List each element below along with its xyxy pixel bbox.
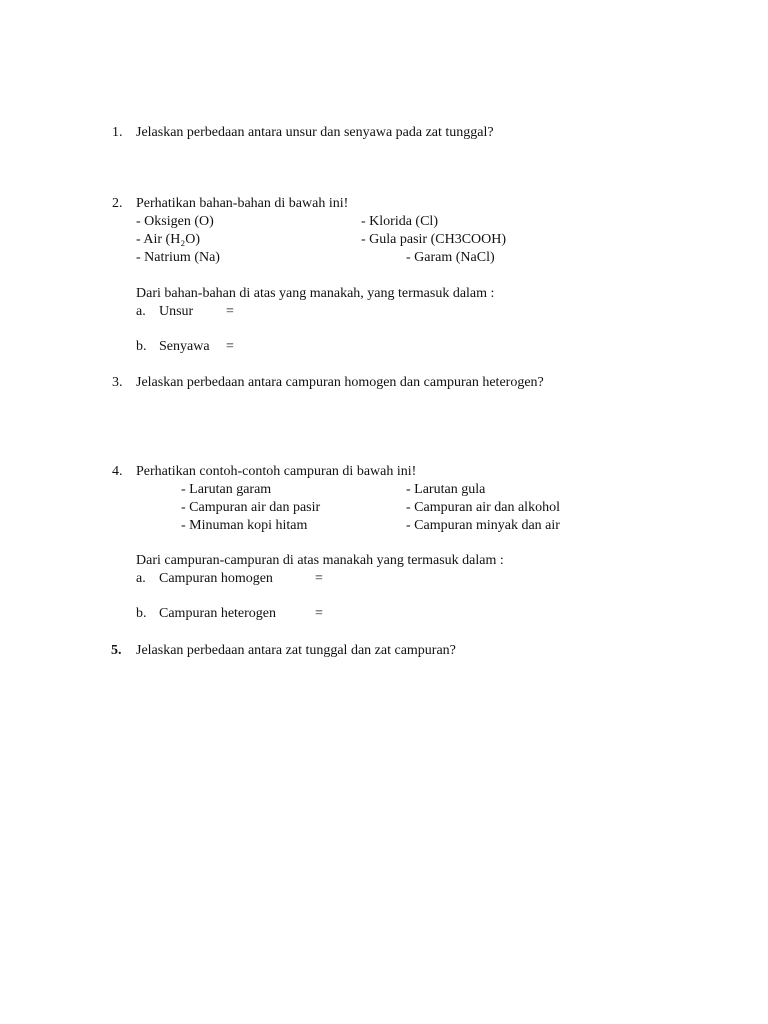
q4-prompt: Dari campuran-campuran di atas manakah yang termasuk dalam : <box>136 553 504 568</box>
q3-text: Jelaskan perbedaan antara campuran homogen dan campuran heterogen? <box>136 375 544 390</box>
q2-prompt: Dari bahan-bahan di atas yang manakah, yang termasuk dalam : <box>136 286 495 301</box>
q4-example-larutan-garam: - Larutan garam <box>181 482 272 497</box>
q4-a-equals: = <box>315 571 323 586</box>
q2-a-label: Unsur <box>159 304 194 319</box>
q4-b-label: Campuran heterogen <box>159 606 277 621</box>
q2-material-garam: - Garam (NaCl) <box>406 250 495 265</box>
q2-a-equals: = <box>226 304 234 319</box>
q4-example-air-alkohol: - Campuran air dan alkohol <box>406 500 560 515</box>
q5-text: Jelaskan perbedaan antara zat tunggal dan zat campuran? <box>136 643 456 658</box>
q3-number: 3. <box>112 375 123 390</box>
q2-intro: Perhatikan bahan-bahan di bawah ini! <box>136 196 349 211</box>
q2-number: 2. <box>112 196 123 211</box>
q4-b-letter: b. <box>136 606 147 621</box>
q2-material-klorida: - Klorida (Cl) <box>361 214 438 229</box>
q2-b-label: Senyawa <box>159 339 210 354</box>
q4-example-minyak-air: - Campuran minyak dan air <box>406 518 560 533</box>
q2-material-oksigen: - Oksigen (O) <box>136 214 214 229</box>
q4-example-larutan-gula: - Larutan gula <box>406 482 486 497</box>
q2-b-equals: = <box>226 339 234 354</box>
q2-material-natrium: - Natrium (Na) <box>136 250 220 265</box>
q2-material-gula-pasir: - Gula pasir (CH3COOH) <box>361 232 507 247</box>
q4-intro: Perhatikan contoh-contoh campuran di bawah ini! <box>136 464 417 479</box>
q4-example-kopi-hitam: - Minuman kopi hitam <box>181 518 308 533</box>
q1-text: Jelaskan perbedaan antara unsur dan senyawa pada zat tunggal? <box>136 125 494 140</box>
q4-b-equals: = <box>315 606 323 621</box>
q4-a-label: Campuran homogen <box>159 571 273 586</box>
q2-a-letter: a. <box>136 304 146 319</box>
q2-material-air: - Air (H₂O) <box>136 232 200 247</box>
q2-b-letter: b. <box>136 339 147 354</box>
q4-example-air-pasir: - Campuran air dan pasir <box>181 500 321 515</box>
q1-number: 1. <box>112 125 123 140</box>
q5-number: 5. <box>111 643 122 658</box>
q4-number: 4. <box>112 464 123 479</box>
q4-a-letter: a. <box>136 571 146 586</box>
